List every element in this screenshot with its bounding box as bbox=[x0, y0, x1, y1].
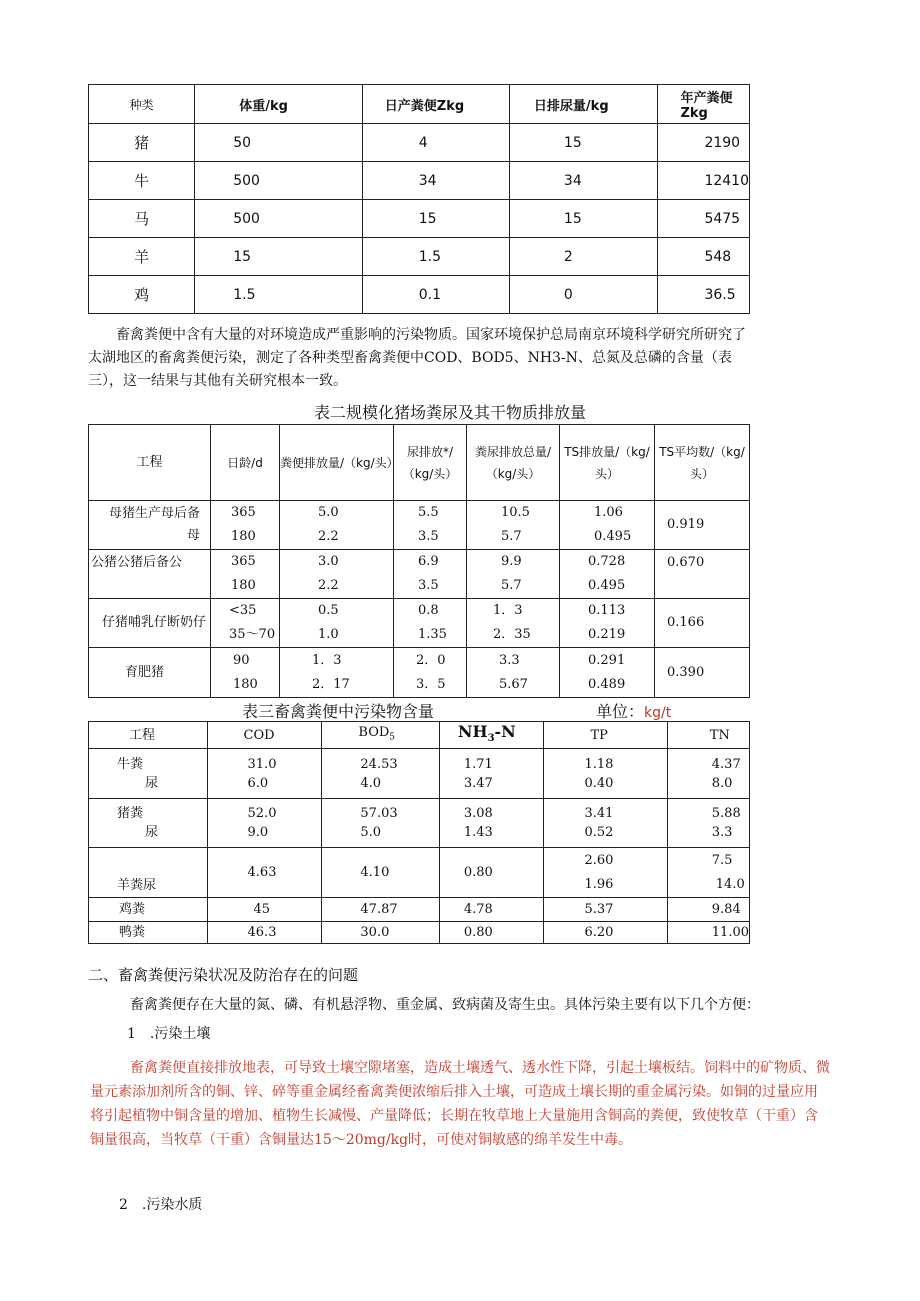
header-cell: 日龄/d bbox=[211, 425, 280, 501]
value: 180 bbox=[231, 578, 256, 593]
header-cell: 工程 bbox=[89, 722, 208, 749]
value: 24.53 bbox=[360, 756, 398, 772]
value-cell: 12410 bbox=[658, 162, 750, 200]
value-cell: 2 bbox=[509, 238, 658, 276]
tn-cell bbox=[667, 749, 749, 799]
value: 0.495 bbox=[588, 578, 626, 593]
value: 1.35 bbox=[418, 627, 447, 642]
value-cell: 500 bbox=[195, 200, 363, 238]
header-cell: TS排放量/（kg/头） bbox=[560, 425, 655, 501]
value: 尿 bbox=[145, 775, 159, 791]
category-cell bbox=[89, 799, 208, 848]
value: 6.9 bbox=[418, 554, 439, 569]
livestock-manure-table bbox=[88, 84, 750, 314]
value-cell: 34 bbox=[509, 162, 658, 200]
cod-cell: 45 bbox=[207, 898, 322, 922]
table-header-row bbox=[89, 85, 750, 124]
value: 0.219 bbox=[588, 627, 626, 642]
value: 0.8 bbox=[418, 603, 439, 618]
value: 35～70 bbox=[229, 627, 276, 642]
header-cell: 日产粪便Zkg bbox=[362, 85, 509, 124]
value: 31.0 bbox=[247, 756, 277, 772]
value: 57.03 bbox=[360, 806, 398, 822]
urine-cell bbox=[394, 648, 467, 698]
value-cell: 0 bbox=[509, 276, 658, 314]
value: 3.41 bbox=[584, 806, 614, 822]
value: 0.291 bbox=[588, 652, 626, 668]
table-row bbox=[89, 922, 750, 944]
value: 猪粪 bbox=[117, 806, 144, 822]
value-cell: 15 bbox=[509, 124, 658, 162]
value: 4.0 bbox=[360, 775, 382, 791]
header-cell: 粪尿排放总量/（kg/头） bbox=[467, 425, 560, 501]
value: 3.08 bbox=[463, 806, 493, 822]
feces-cell bbox=[280, 648, 394, 698]
ts-cell bbox=[560, 599, 655, 648]
table-row bbox=[89, 848, 750, 898]
days-cell bbox=[211, 501, 280, 550]
category-cell: 羊粪尿 bbox=[89, 848, 208, 898]
value: 2．17 bbox=[312, 676, 350, 692]
table-header-row bbox=[89, 425, 750, 501]
bod-label: BOD bbox=[358, 724, 390, 740]
unit-prefix: 单位： bbox=[596, 702, 645, 721]
value-cell: 50 bbox=[195, 124, 363, 162]
cod-cell: 4.63 bbox=[207, 848, 322, 898]
value: 5.7 bbox=[501, 578, 522, 593]
ts-average-cell: 0.670 bbox=[655, 550, 750, 599]
bod-subscript: 5 bbox=[389, 732, 396, 743]
table-row bbox=[89, 162, 750, 200]
category-cell: 公猪公猪后备公 bbox=[89, 550, 211, 599]
value-cell: 36.5 bbox=[658, 276, 750, 314]
value: 2．35 bbox=[493, 627, 531, 642]
value: 1.43 bbox=[463, 825, 493, 841]
value: 10.5 bbox=[501, 505, 530, 520]
header-cell: TS平均数/（kg/头） bbox=[655, 425, 750, 501]
value: 1.71 bbox=[463, 756, 493, 772]
value-cell: 500 bbox=[195, 162, 363, 200]
value-cell: 5475 bbox=[658, 200, 750, 238]
cod-cell bbox=[207, 749, 322, 799]
value: 14.0 bbox=[715, 876, 745, 892]
value: 365 bbox=[231, 505, 256, 520]
table-row bbox=[89, 238, 750, 276]
header-cell: COD bbox=[207, 722, 322, 749]
urine-cell bbox=[394, 550, 467, 599]
tn-cell bbox=[667, 848, 749, 898]
value-cell: 548 bbox=[658, 238, 750, 276]
value: 尿 bbox=[145, 825, 159, 841]
category-cell: 育肥猪 bbox=[89, 648, 211, 698]
value: 0.52 bbox=[584, 825, 614, 841]
value: 9.9 bbox=[501, 554, 522, 569]
header-cell: 年产粪便Zkg bbox=[658, 85, 750, 124]
cod-cell: 46.3 bbox=[207, 922, 322, 944]
ts-average-cell: 0.166 bbox=[655, 599, 750, 648]
value: 0.40 bbox=[584, 775, 614, 791]
table-row bbox=[89, 749, 750, 799]
ts-cell bbox=[560, 501, 655, 550]
urine-cell bbox=[394, 599, 467, 648]
feces-cell bbox=[280, 599, 394, 648]
intro-paragraph: 畜禽粪便中含有大量的对环境造成严重影响的污染物质。国家环境保护总局南京环境科学研究所研究了太湖地区的畜禽粪便污染，测定了各种类型畜禽粪便中COD、BOD5、NH3-N、总氮及总磷的含量（表三），这一结果与其他有关研究根本一致。 bbox=[88, 327, 746, 389]
value: 180 bbox=[231, 529, 256, 544]
value: 0.113 bbox=[588, 603, 626, 618]
value: 5.5 bbox=[418, 505, 439, 520]
total-cell bbox=[467, 550, 560, 599]
section-heading: 二、畜禽粪便污染状况及防治存在的问题 bbox=[88, 966, 359, 984]
header-cell: 体重/kg bbox=[195, 85, 363, 124]
header-cell: 粪便排放量/（kg/头） bbox=[280, 425, 394, 501]
value: 3.3 bbox=[711, 825, 733, 841]
value: 1．3 bbox=[312, 652, 342, 668]
value: 9.0 bbox=[247, 825, 269, 841]
unit-value: kg/t bbox=[644, 705, 672, 721]
total-cell bbox=[467, 599, 560, 648]
tp-cell: 5.37 bbox=[544, 898, 667, 922]
bod-cell bbox=[322, 749, 439, 799]
category-cell: 鸡粪 bbox=[89, 898, 208, 922]
category-cell: 母猪生产母后备母 bbox=[89, 501, 211, 550]
tp-cell: 6.20 bbox=[544, 922, 667, 944]
table-row bbox=[89, 501, 750, 550]
table-row bbox=[89, 124, 750, 162]
tn-cell bbox=[667, 799, 749, 848]
value: 0.489 bbox=[588, 676, 626, 692]
value: 1.06 bbox=[594, 505, 623, 520]
value: 3.5 bbox=[418, 529, 439, 544]
value: 3.3 bbox=[499, 652, 520, 668]
animal-cell: 鸡 bbox=[89, 276, 195, 314]
value: 6.0 bbox=[247, 775, 269, 791]
value-cell: 1.5 bbox=[195, 276, 363, 314]
value: 180 bbox=[233, 676, 258, 692]
value: 7.5 bbox=[711, 852, 733, 868]
table-row bbox=[89, 898, 750, 922]
value: 8.0 bbox=[711, 775, 733, 791]
category-cell: 鸭粪 bbox=[89, 922, 208, 944]
value: 1.96 bbox=[584, 876, 614, 892]
days-cell bbox=[211, 648, 280, 698]
bod-cell: 4.10 bbox=[322, 848, 439, 898]
value: 0.495 bbox=[594, 529, 632, 544]
bod-cell: 30.0 bbox=[322, 922, 439, 944]
nh3n-suffix: -N bbox=[494, 722, 516, 741]
ts-average-cell: 0.390 bbox=[655, 648, 750, 698]
bod-cell bbox=[322, 799, 439, 848]
tn-cell: 9.84 bbox=[667, 898, 749, 922]
value-cell: 15 bbox=[195, 238, 363, 276]
urine-cell bbox=[394, 501, 467, 550]
animal-cell: 马 bbox=[89, 200, 195, 238]
table-header-row bbox=[89, 722, 750, 749]
ts-cell bbox=[560, 648, 655, 698]
value: 5.88 bbox=[711, 806, 741, 822]
soil-pollution-paragraph: 畜禽粪便直接排放地表，可导致土壤空隙堵塞，造成土壤透气、透水性下降，引起土壤板结。饲料中的矿物质、微量元素添加剂所含的铜、锌、碎等重金属经畜禽粪便浓缩后排入土壤，可造成土壤长期的重金属污染。如铜的过量应用将引起植物中铜含量的增加、植物生长减慢、产量降低；长期在牧草地上大量施用含铜高的粪便，致使牧草（干重）含铜量很高，当牧草（干重）含铜量达15～20mg/kg时，可使对铜敏感的绵羊发生中毒。 bbox=[90, 1060, 830, 1148]
value: 5.0 bbox=[360, 825, 382, 841]
pollutant-content-table bbox=[88, 721, 750, 944]
feces-cell bbox=[280, 501, 394, 550]
category-cell: 仔猪哺乳仔断奶仔 bbox=[89, 599, 211, 648]
nh3n-label: NH bbox=[457, 722, 488, 741]
table-row bbox=[89, 799, 750, 848]
nh3n-cell bbox=[439, 799, 544, 848]
header-cell: 尿排放*/（kg/头） bbox=[394, 425, 467, 501]
nh3n-cell: 0.80 bbox=[439, 848, 544, 898]
tp-cell bbox=[544, 848, 667, 898]
value: 3．5 bbox=[416, 676, 446, 692]
header-cell: 种类 bbox=[89, 85, 195, 124]
value: 2.2 bbox=[318, 578, 339, 593]
value: 2．0 bbox=[416, 652, 446, 668]
tp-cell bbox=[544, 749, 667, 799]
feces-cell bbox=[280, 550, 394, 599]
total-cell bbox=[467, 648, 560, 698]
header-cell: 工程 bbox=[89, 425, 211, 501]
table-row bbox=[89, 200, 750, 238]
table2-caption: 表二规模化猪场粪尿及其干物质排放量 bbox=[314, 403, 587, 422]
category-cell bbox=[89, 749, 208, 799]
header-cell: 日排尿量/kg bbox=[509, 85, 658, 124]
cod-cell bbox=[207, 799, 322, 848]
value: 3.0 bbox=[318, 554, 339, 569]
days-cell bbox=[211, 550, 280, 599]
value: 0.5 bbox=[318, 603, 339, 618]
value: 2.60 bbox=[584, 852, 614, 868]
value-cell: 4 bbox=[362, 124, 509, 162]
nh3n-cell bbox=[439, 749, 544, 799]
value: 4.37 bbox=[711, 756, 741, 772]
section-paragraph: 畜禽粪便存在大量的氮、磷、有机悬浮物、重金属、致病菌及寄生虫。具体污染主要有以下几个方便： bbox=[130, 997, 760, 1013]
table-row bbox=[89, 599, 750, 648]
header-cell bbox=[322, 722, 439, 749]
nh3n-cell: 0.80 bbox=[439, 922, 544, 944]
header-cell bbox=[439, 722, 544, 749]
value-cell: 0.1 bbox=[362, 276, 509, 314]
nh3n-cell: 4.78 bbox=[439, 898, 544, 922]
list-item-heading: 2 .污染水质 bbox=[119, 1197, 203, 1213]
value: 3.47 bbox=[463, 775, 493, 791]
value: 1.0 bbox=[318, 627, 339, 642]
value: 1．3 bbox=[493, 603, 523, 618]
table-row bbox=[89, 550, 750, 599]
value: 5.0 bbox=[318, 505, 339, 520]
value: 365 bbox=[231, 554, 256, 569]
value: 0.728 bbox=[588, 554, 626, 569]
table3-caption: 表三畜禽粪便中污染物含量 bbox=[242, 702, 435, 721]
value-cell: 1.5 bbox=[362, 238, 509, 276]
value-cell: 2190 bbox=[658, 124, 750, 162]
value-cell: 15 bbox=[362, 200, 509, 238]
tn-cell: 11.00 bbox=[667, 922, 749, 944]
value: 5.67 bbox=[499, 676, 528, 692]
value: 牛粪 bbox=[117, 756, 144, 772]
animal-cell: 猪 bbox=[89, 124, 195, 162]
value: 52.0 bbox=[247, 806, 277, 822]
days-cell bbox=[211, 599, 280, 648]
bod-cell: 47.87 bbox=[322, 898, 439, 922]
value: 3.5 bbox=[418, 578, 439, 593]
value: 2.2 bbox=[318, 529, 339, 544]
ts-cell bbox=[560, 550, 655, 599]
value: <35 bbox=[229, 603, 257, 618]
value: 90 bbox=[233, 652, 250, 668]
total-cell bbox=[467, 501, 560, 550]
animal-cell: 羊 bbox=[89, 238, 195, 276]
value: 5.7 bbox=[501, 529, 522, 544]
table-row bbox=[89, 276, 750, 314]
table-row bbox=[89, 648, 750, 698]
nh3n-subscript: 3 bbox=[487, 733, 495, 745]
ts-average-cell: 0.919 bbox=[655, 501, 750, 550]
unit-label bbox=[596, 699, 671, 722]
header-cell: TN bbox=[667, 722, 749, 749]
header-cell: TP bbox=[544, 722, 667, 749]
tp-cell bbox=[544, 799, 667, 848]
value: 1.18 bbox=[584, 756, 614, 772]
value-cell: 15 bbox=[509, 200, 658, 238]
animal-cell: 牛 bbox=[89, 162, 195, 200]
value-cell: 34 bbox=[362, 162, 509, 200]
pig-farm-discharge-table bbox=[88, 424, 750, 698]
list-item-heading: 1 .污染土壤 bbox=[127, 1026, 211, 1042]
